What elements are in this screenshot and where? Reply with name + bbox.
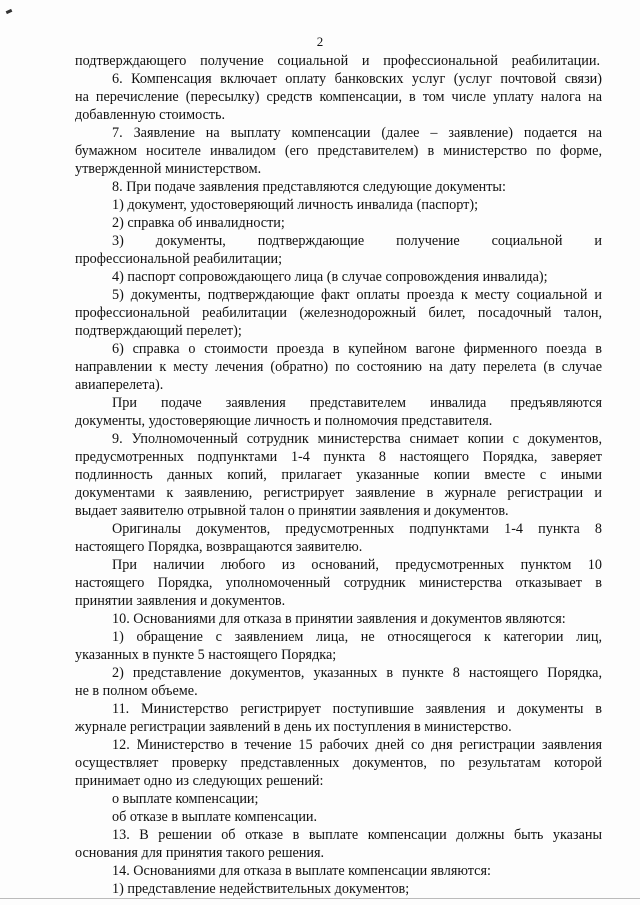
- text-line: бумажном носителе инвалидом (его представителем) в министерство по форме,: [75, 143, 602, 159]
- text-line: на перечисление (пересылку) средств компенсации, в том числе уплату налога на: [75, 89, 602, 105]
- text-line: подтверждающего получение социальной и профессиональной реабилитации.: [75, 53, 600, 69]
- page-bottom-edge: [0, 898, 640, 899]
- text-line: профессиональной реабилитации (железнодорожный билет, посадочный талон,: [75, 305, 602, 321]
- text-line: об отказе в выплате компенсации.: [112, 809, 318, 825]
- text-line: 1) представление недействительных документов;: [112, 881, 410, 897]
- text-line: документами к заявлению, регистрирует заявление в журнале регистрации и: [75, 485, 602, 501]
- text-line: выдает заявителю отрывной талон о принятии заявления и документов.: [75, 503, 509, 519]
- text-line: принятии заявления и документов.: [75, 593, 286, 609]
- scan-artifact: [6, 9, 13, 14]
- text-line: 1) документ, удостоверяющий личность инвалида (паспорт);: [112, 197, 479, 213]
- text-line: журнале регистрации заявлений в день их поступления в министерство.: [75, 719, 512, 735]
- text-line: направлении к месту лечения (обратно) по состоянию на дату перелета (в случае: [75, 359, 602, 375]
- text-line: 6) справка о стоимости проезда в купейном вагоне фирменного поезда в: [112, 341, 602, 357]
- text-line: о выплате компенсации;: [112, 791, 259, 807]
- text-line: не в полном объеме.: [75, 683, 198, 699]
- text-line: авиаперелета).: [75, 377, 164, 393]
- text-line: 12. Министерство в течение 15 рабочих дней со дня регистрации заявления: [112, 737, 602, 753]
- text-line: основания для принятия такого решения.: [75, 845, 325, 861]
- text-line: предусмотренных подпунктами 1-4 пункта 8 настоящего Порядка, заверяет: [75, 449, 602, 465]
- text-line: 14. Основаниями для отказа в выплате компенсации являются:: [112, 863, 491, 879]
- text-line: профессиональной реабилитации;: [75, 251, 283, 267]
- text-line: подлинность данных копий, прилагает указанные копии вместе с иными: [75, 467, 602, 483]
- text-line: осуществляет проверку представленных документов, по результатам которой: [75, 755, 602, 771]
- text-line: 9. Уполномоченный сотрудник министерства снимает копии с документов,: [112, 431, 602, 447]
- text-line: 13. В решении об отказе в выплате компенсации должны быть указаны: [112, 827, 602, 843]
- text-line: 8. При подаче заявления представляются следующие документы:: [112, 179, 506, 195]
- text-line: 10. Основаниями для отказа в принятии заявления и документов являются:: [112, 611, 566, 627]
- text-line: 11. Министерство регистрирует поступившие заявления и документы в: [112, 701, 602, 717]
- page-number: 2: [316, 34, 324, 49]
- text-line: 5) документы, подтверждающие факт оплаты проезда к месту социальной и: [112, 287, 602, 303]
- text-line: При наличии любого из оснований, предусмотренных пунктом 10: [112, 557, 602, 573]
- text-line: 2) представление документов, указанных в пункте 8 настоящего Порядка,: [112, 665, 602, 681]
- text-line: 1) обращение с заявлением лица, не относящегося к категории лиц,: [112, 629, 602, 645]
- text-line: утвержденной министерством.: [75, 161, 262, 177]
- text-line: При подаче заявления представителем инвалида предъявляются: [112, 395, 602, 411]
- text-line: подтверждающий перелет);: [75, 323, 242, 339]
- text-line: настоящего Порядка, возвращаются заявителю.: [75, 539, 363, 555]
- text-line: документы, удостоверяющие личность и полномочия представителя.: [75, 413, 493, 429]
- text-line: принимает одно из следующих решений:: [75, 773, 324, 789]
- text-line: 2) справка об инвалидности;: [112, 215, 285, 231]
- text-line: 7. Заявление на выплату компенсации (далее – заявление) подается на: [112, 125, 602, 141]
- text-line: Оригиналы документов, предусмотренных подпунктами 1-4 пункта 8: [112, 521, 602, 537]
- text-line: 3) документы, подтверждающие получение социальной и: [112, 233, 602, 249]
- text-line: указанных в пункте 5 настоящего Порядка;: [75, 647, 337, 663]
- text-line: 4) паспорт сопровождающего лица (в случае сопровождения инвалида);: [112, 269, 548, 285]
- text-line: 6. Компенсация включает оплату банковских услуг (услуг почтовой связи): [112, 71, 602, 87]
- text-line: добавленную стоимость.: [75, 107, 226, 123]
- text-line: настоящего Порядка, уполномоченный сотрудник министерства отказывает в: [75, 575, 602, 591]
